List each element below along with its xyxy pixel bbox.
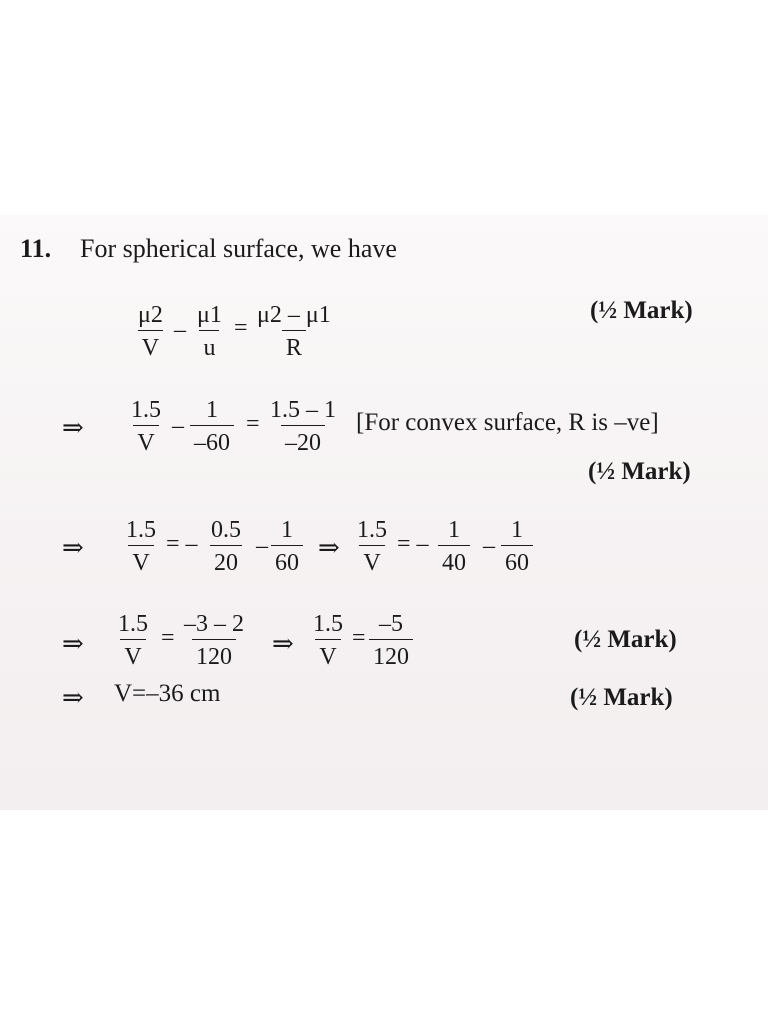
fraction-1-5-over-v: [127, 398, 165, 455]
minus-operator: –: [483, 533, 495, 559]
convex-surface-note: [For convex surface, R is –ve]: [356, 409, 659, 436]
denominator: u: [199, 330, 219, 360]
denominator: V: [128, 545, 153, 575]
minus-operator: –: [174, 317, 186, 343]
denominator: V: [120, 639, 145, 669]
numerator: 1: [511, 517, 523, 543]
denominator: 120: [369, 639, 413, 669]
implies-arrow: ⇒: [62, 413, 84, 442]
numerator: 1.5: [118, 611, 148, 637]
denominator: 60: [501, 545, 533, 575]
numerator: 1.5: [313, 611, 343, 637]
minus-operator: –: [172, 413, 184, 439]
fraction-1-over-60-b: [501, 518, 533, 575]
fraction-mu-diff-over-r: [253, 303, 335, 360]
numerator: –3 – 2: [184, 611, 244, 637]
fraction-1-5-over-v: [122, 518, 160, 575]
numerator: 1.5: [126, 517, 156, 543]
numerator: 1: [448, 517, 460, 543]
half-mark-label: (½ Mark): [588, 458, 691, 485]
fraction-neg3-minus-2-over-120: [180, 612, 248, 669]
numerator: 0.5: [211, 517, 241, 543]
fraction-0-5-over-20: [207, 518, 245, 575]
denominator: 40: [438, 545, 470, 575]
denominator: –60: [190, 425, 234, 455]
denominator: 20: [210, 545, 242, 575]
fraction-1-5-over-v: [114, 612, 152, 669]
implies-arrow: ⇒: [318, 533, 340, 562]
implies-arrow: ⇒: [62, 629, 84, 658]
denominator: V: [133, 425, 158, 455]
numerator: 1: [206, 397, 218, 423]
numerator: μ2: [138, 302, 163, 328]
denominator: 60: [271, 545, 303, 575]
equals-operator: =: [246, 411, 260, 437]
denominator: 120: [192, 639, 236, 669]
question-number: 11.: [20, 234, 52, 263]
numerator: 1: [281, 517, 293, 543]
equals-operator: =: [352, 625, 366, 651]
numerator: 1.5: [131, 397, 161, 423]
numerator: μ2 – μ1: [257, 302, 331, 328]
fraction-mu1-over-u: [193, 303, 226, 360]
denominator: V: [315, 639, 340, 669]
implies-arrow: ⇒: [62, 683, 84, 712]
final-result: V=–36 cm: [114, 680, 221, 707]
fraction-1-over-neg60: [190, 398, 234, 455]
fraction-neg5-over-120: [369, 612, 413, 669]
equals-operator: =: [161, 625, 175, 651]
denominator: V: [138, 330, 163, 360]
denominator: V: [359, 545, 384, 575]
implies-arrow: ⇒: [272, 629, 294, 658]
denominator: –20: [281, 425, 325, 455]
minus-operator: –: [256, 533, 268, 559]
fraction-mu2-over-v: [134, 303, 167, 360]
half-mark-label: (½ Mark): [570, 684, 673, 711]
equals-minus-operator: = –: [166, 531, 198, 557]
equals-operator: =: [234, 315, 248, 341]
fraction-1-over-40: [438, 518, 470, 575]
half-mark-label: (½ Mark): [590, 297, 693, 324]
numerator: 1.5: [357, 517, 387, 543]
denominator: R: [282, 330, 306, 360]
fraction-diff-over-neg20: [266, 398, 340, 455]
numerator: 1.5 – 1: [270, 397, 336, 423]
half-mark-label: (½ Mark): [574, 626, 677, 653]
question-text: For spherical surface, we have: [80, 234, 397, 263]
equals-minus-operator: = –: [397, 531, 429, 557]
fraction-1-5-over-v-b: [309, 612, 347, 669]
fraction-1-over-60: [271, 518, 303, 575]
numerator: μ1: [197, 302, 222, 328]
fraction-1-5-over-v-b: [353, 518, 391, 575]
implies-arrow: ⇒: [62, 533, 84, 562]
numerator: –5: [379, 611, 403, 637]
